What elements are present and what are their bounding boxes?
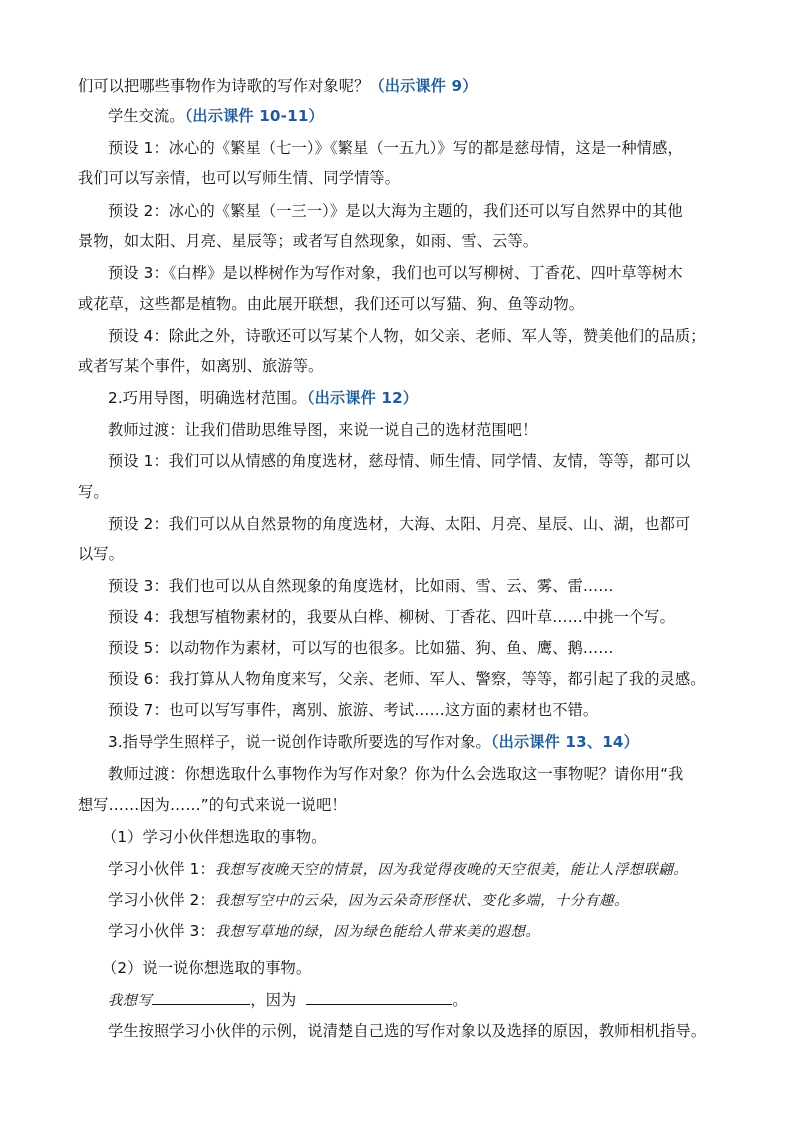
paragraph-line: 以写。 [78,545,125,563]
paragraph-line: 写。 [78,483,109,501]
paragraph-line: 预设 3：我们也可以从自然现象的角度选材，比如雨、雪、云、雾、雷…… [108,577,614,595]
example-speaker: 学习小伙伴 2： [108,891,215,909]
courseware-reference: （出示课件 9） [369,77,478,95]
courseware-reference: （出示课件 13、14） [490,733,639,751]
example-text: 我想写空中的云朵，因为云朵奇形怪状、变化多端，十分有趣。 [214,893,629,909]
blank-field[interactable] [306,988,452,1005]
paragraph-line: 我们可以写亲情，也可以写师生情、同学情等。 [78,169,401,187]
paragraph-line [108,104,728,128]
example-line [108,919,728,944]
example-text: 我想写夜晚天空的情景，因为我觉得夜晚的天空很美，能让人浮想联翩。 [214,862,689,878]
example-line [108,888,728,913]
courseware-reference: （出示课件 12） [306,389,419,407]
subsection-heading: （1）学习小伙伴想选取的事物。 [102,828,327,846]
paragraph-line: 教师过渡：让我们借助思维导图，来说一说自己的选材范围吧！ [108,421,538,439]
paragraph-line: 预设 5：以动物作为素材，可以写的也很多。比如猫、狗、鱼、鹰、鹅…… [108,639,614,657]
section-heading [108,386,728,410]
paragraph-line: 或花草，这些都是植物。由此展开联想，我们还可以写猫、狗、鱼等动物。 [78,295,585,313]
paragraph-line: 预设 3：《白桦》是以桦树作为写作对象，我们也可以写柳树、丁香花、四叶草等树木 [108,264,683,282]
paragraph-line: 预设 1：我们可以从情感的角度选材，慈母情、师生情、同学情、友情，等等，都可以 [108,452,691,470]
blank-field[interactable] [152,988,250,1005]
paragraph-line [78,74,728,98]
fill-end: 。 [452,991,468,1009]
paragraph-line: 想写……因为……”的句式来说一说吧！ [78,796,347,814]
fill-prompt: 我想写 [108,993,153,1009]
paragraph-line: 教师过渡：你想选取什么事物作为写作对象？你为什么会选取这一事物呢？请你用“我 [108,765,684,783]
paragraph-line: 预设 2：我们可以从自然景物的角度选材，大海、太阳、月亮、星辰、山、湖，也都可 [108,515,691,533]
paragraph-line: 预设 2：冰心的《繁星（一三一）》是以大海为主题的，我们还可以写自然界中的其他 [108,202,683,220]
section-heading [108,730,728,754]
example-text: 我想写草地的绿，因为绿色能给人带来美的遐想。 [214,924,541,940]
line-text: 学生交流。 [108,107,185,125]
subsection-heading: （2）说一说你想选取的事物。 [102,959,312,977]
paragraph-line: 预设 6：我打算从人物角度来写，父亲、老师、军人、警察，等等，都引起了我的灵感。 [108,670,706,688]
example-speaker: 学习小伙伴 1： [108,860,215,878]
paragraph-line: 或者写某个事件，如离别、旅游等。 [78,357,324,375]
paragraph-line: 预设 4：我想写植物素材的，我要从白桦、柳树、丁香花、四叶草……中挑一个写。 [108,608,675,626]
fill-in-line [108,988,728,1013]
courseware-reference: （出示课件 10-11） [184,107,324,125]
fill-prompt: ，因为 [250,991,297,1009]
paragraph-line: 预设 7：也可以写写事件，离别、旅游、考试……这方面的素材也不错。 [108,701,599,719]
paragraph-line: 预设 1：冰心的《繁星（七一）》《繁星（一五九）》写的都是慈母情，这是一种情感， [108,139,683,157]
line-text: 们可以把哪些事物作为诗歌的写作对象呢？ [78,77,370,95]
line-text: 2.巧用导图，明确选材范围。 [108,389,307,407]
example-line [108,857,728,882]
example-speaker: 学习小伙伴 3： [108,922,215,940]
paragraph-line: 学生按照学习小伙伴的示例，说清楚自己选的写作对象以及选择的原因，教师相机指导。 [108,1022,707,1040]
paragraph-line: 景物，如太阳、月亮、星辰等；或者写自然现象，如雨、雪、云等。 [78,232,539,250]
line-text: 3.指导学生照样子，说一说创作诗歌所要选的写作对象。 [108,733,491,751]
paragraph-line: 预设 4：除此之外，诗歌还可以写某个人物，如父亲、老师、军人等，赞美他们的品质； [108,327,706,345]
